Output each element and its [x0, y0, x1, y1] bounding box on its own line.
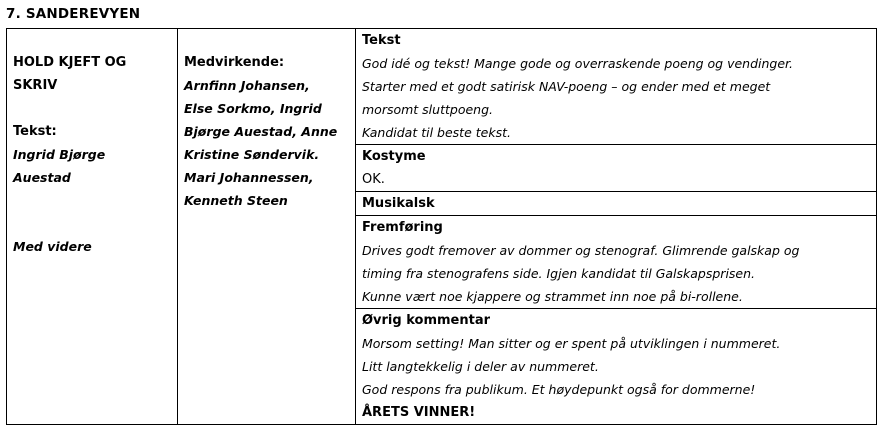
section-fremforing-line: Kunne vært noe kjappere og strammet inn noe på bi-rollene.	[362, 289, 743, 304]
act-title-line-2: SKRIV	[13, 78, 58, 93]
participants-line: Bjørge Auestad, Anne	[184, 124, 338, 139]
section-ovrig-line: Morsom setting! Man sitter og er spent på utviklingen i nummeret.	[362, 336, 781, 351]
participants-line: Else Sorkmo, Ingrid	[184, 101, 322, 116]
participants-line: Arnfinn Johansen,	[184, 78, 310, 93]
section-ovrig	[356, 309, 877, 425]
section-ovrig-title: Øvrig kommentar	[362, 313, 491, 328]
section-tekst-line: Starter med et godt satirisk NAV-poeng – og ender med et meget	[362, 79, 771, 94]
participants-cell	[178, 29, 356, 425]
section-musikalsk-title: Musikalsk	[362, 196, 435, 211]
section-fremforing-line: Drives godt fremover av dommer og stenograf. Glimrende galskap og	[362, 243, 800, 258]
section-tekst-line: Kandidat til beste tekst.	[362, 125, 511, 140]
winner-statement: ÅRETS VINNER!	[362, 405, 476, 420]
author-line-2: Auestad	[13, 170, 71, 185]
section-tekst-title: Tekst	[362, 33, 401, 48]
text-label: Tekst:	[13, 124, 57, 139]
author-line-1: Ingrid Bjørge	[13, 147, 106, 162]
section-fremforing	[356, 216, 877, 309]
section-tekst	[356, 29, 877, 145]
section-musikalsk	[356, 192, 877, 216]
section-ovrig-line: God respons fra publikum. Et høydepunkt også for dommerne!	[362, 382, 756, 397]
participants-line: Kenneth Steen	[184, 193, 288, 208]
act-title-line-1: HOLD KJEFT OG	[13, 55, 127, 70]
entry-heading: 7. SANDEREVYEN	[6, 6, 141, 22]
title-cell	[7, 29, 178, 425]
section-kostyme	[356, 145, 877, 192]
section-tekst-line: God idé og tekst! Mange gode og overraskende poeng og vendinger.	[362, 56, 794, 71]
section-tekst-line: morsomt sluttpoeng.	[362, 102, 493, 117]
participants-line: Mari Johannessen,	[184, 170, 314, 185]
participants-label: Medvirkende:	[184, 55, 285, 70]
section-fremforing-title: Fremføring	[362, 220, 443, 235]
section-ovrig-line: Litt langtekkelig i deler av nummeret.	[362, 359, 599, 374]
section-kostyme-title: Kostyme	[362, 149, 426, 164]
participants-line: Kristine Søndervik.	[184, 147, 320, 162]
more-credits: Med videre	[13, 239, 92, 254]
review-table	[6, 28, 877, 425]
section-fremforing-line: timing fra stenografens side. Igjen kandidat til Galskapsprisen.	[362, 266, 756, 281]
section-kostyme-value: OK.	[362, 172, 385, 187]
